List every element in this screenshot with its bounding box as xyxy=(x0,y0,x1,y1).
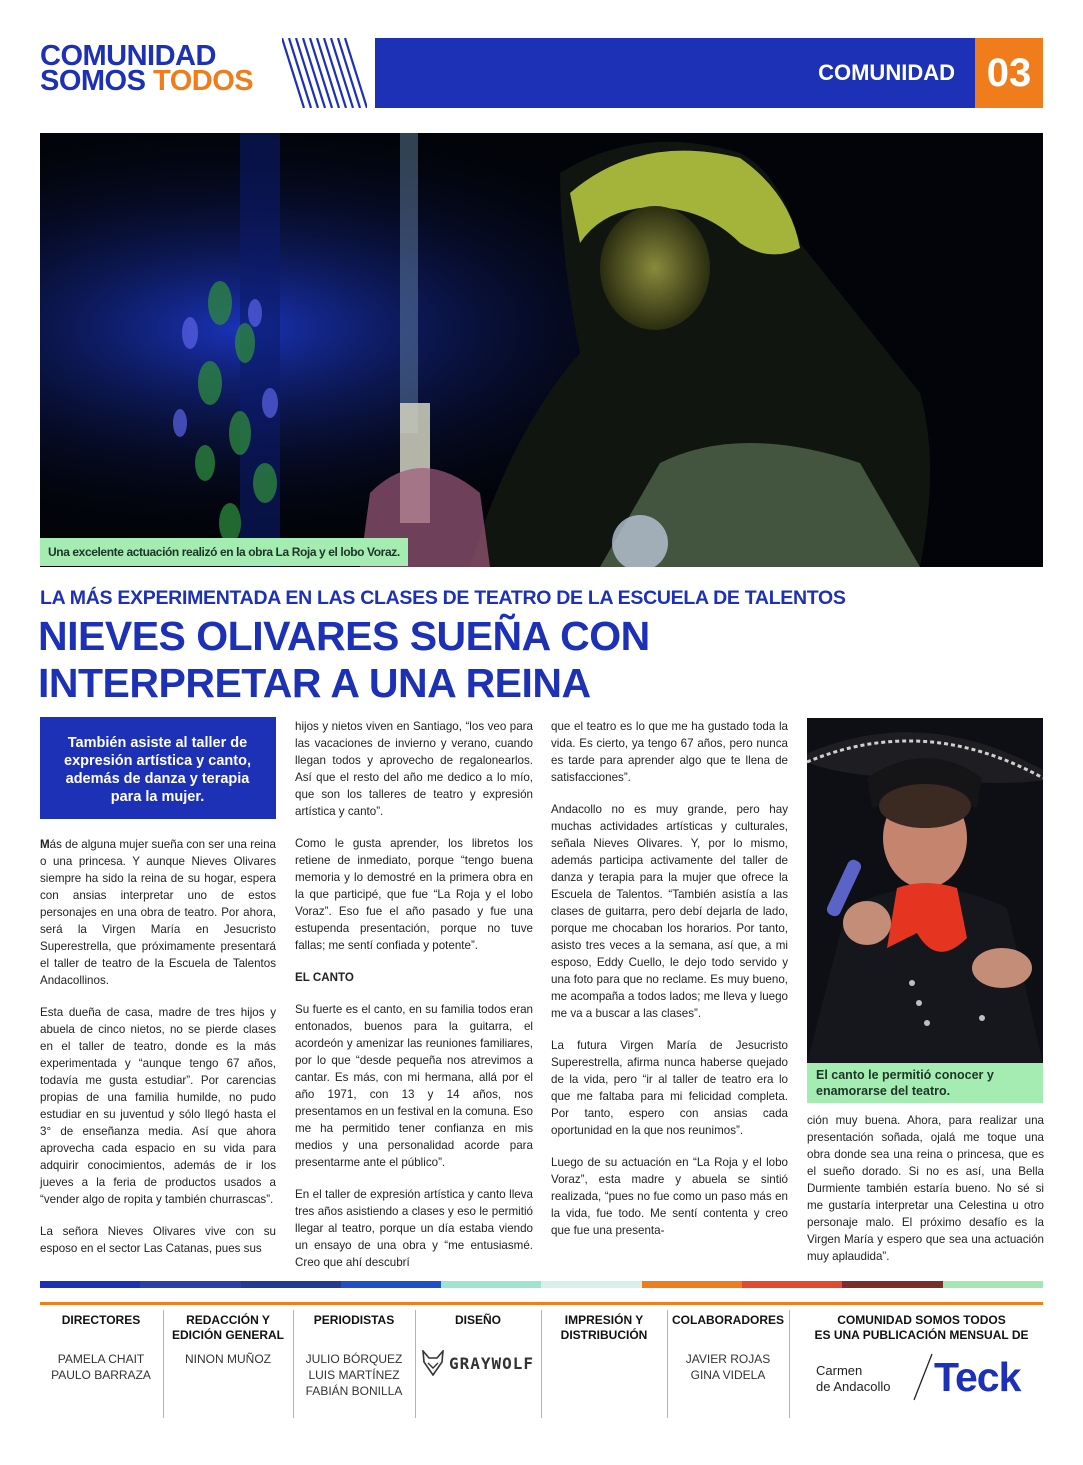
paragraph: Como le gusta aprender, los libretos los retiene de inmediato, porque “tengo buena memoria y lo demostré en la primera obra en la que participé, que fue “La Roja y el lobo Voraz”. Eso fue el año pasado y fue una estupenda presentación, porque no tuve fallas; me sentí confiada y potente”. xyxy=(295,837,533,952)
divider xyxy=(789,1310,790,1418)
credits-redaccion xyxy=(164,1313,292,1419)
brand-line-1: COMUNIDAD xyxy=(40,40,216,72)
graywolf-logo: GRAYWOLF xyxy=(416,1350,540,1376)
credit-name: JULIO BÓRQUEZ xyxy=(305,1352,403,1366)
section-label: COMUNIDAD xyxy=(818,60,955,85)
page-number: 03 xyxy=(975,38,1043,108)
credits-diseno xyxy=(416,1313,540,1419)
paragraph: La señora Nieves Olivares vive con su esposo en el sector Las Catanas, pues sus xyxy=(40,1225,276,1255)
article-headline xyxy=(38,613,650,707)
wolf-icon xyxy=(422,1350,444,1376)
hero-photo xyxy=(40,133,1043,567)
paragraph-text: ás de alguna mujer sueña con ser una reina o una princesa. Y aunque Nieves Olivares siempre ha sido la reina de su hogar, espera con ansias interpretar uno de estos personajes en una obra de teatro. Por ahora, será la Virgen María en Jesucristo Superestrella, que próximamente presentará el taller de teatro de la Escuela de Talentos Andacollinos. xyxy=(40,838,276,987)
article-column-2 xyxy=(295,718,533,1286)
credits-title: COLABORADORES xyxy=(671,1313,784,1327)
credits-title: COMUNIDAD SOMOS TODOS ES UNA PUBLICACIÓN MENSUAL DE xyxy=(814,1313,1029,1342)
credit-name: NINON MUÑOZ xyxy=(185,1352,271,1366)
color-bar-segment xyxy=(441,1281,541,1288)
article-column-3 xyxy=(551,718,788,1254)
credit-name: LUIS MARTÍNEZ xyxy=(308,1368,400,1382)
color-bar-segment xyxy=(541,1281,641,1288)
singer-photo xyxy=(807,718,1043,1063)
paragraph: que el teatro es lo que me ha gustado toda la vida. Es cierto, ya tengo 67 años, pero nunca es tarde para aprender algo que te llena de satisfacciones”. xyxy=(551,720,788,784)
lead-box: También asiste al taller de expresión artística y canto, además de danza y terapia para la mujer. xyxy=(40,717,276,819)
credits-colaboradores xyxy=(668,1313,788,1419)
credits-title: PERIODISTAS xyxy=(313,1313,395,1327)
credit-name: JAVIER ROJAS xyxy=(685,1352,771,1366)
credits-title: DIRECTORES xyxy=(61,1313,141,1327)
credits-title: DISEÑO xyxy=(454,1313,501,1327)
carmen-logo: Carmen de Andacollo xyxy=(816,1363,891,1394)
credit-name: PAMELA CHAIT xyxy=(57,1352,145,1366)
singer-photo-caption: El canto le permitió conocer y enamorarse del teatro. xyxy=(807,1063,1043,1103)
paragraph: En el taller de expresión artística y canto lleva tres años asistiendo a clases y eso le permitió llegar al teatro, porque un día estaba viendo un ensayo de una obra y “me entusiasmé. Creo que ahí descubrí xyxy=(295,1188,533,1269)
headline-line-1: NIEVES OLIVARES SUEÑA CON xyxy=(38,613,650,659)
credits-periodistas xyxy=(294,1313,414,1419)
publication-brand xyxy=(40,40,254,97)
credits-title: REDACCIÓN Y EDICIÓN GENERAL xyxy=(171,1313,284,1342)
color-bar-segment xyxy=(40,1281,140,1288)
paragraph: Luego de su actuación en “La Roja y el lobo Voraz”, esta madre y abuela se sintió realizada, “pues no fue como un paso más en la vida, fue todo. Me sentí contenta y creo que fue una presenta- xyxy=(551,1156,788,1237)
paragraph: La futura Virgen María de Jesucristo Superestrella, afirma nunca haberse quejado de la vida, pero “ir al taller de teatro era lo que me faltaba para mi felicidad completa. Por tanto, espero con ansias cada oportunidad en la que nos reunimos”. xyxy=(551,1039,788,1137)
paragraph xyxy=(40,836,276,989)
credit-name: FABIÁN BONILLA xyxy=(305,1384,403,1398)
hero-caption: Una excelente actuación realizó en la obra La Roja y el lobo Voraz. xyxy=(40,538,408,566)
diagonal-stripes-decoration xyxy=(282,38,367,108)
color-bar-segment xyxy=(742,1281,842,1288)
teck-logo: Teck xyxy=(934,1354,1021,1400)
credits-impresion xyxy=(542,1313,666,1419)
credits-publisher xyxy=(800,1313,1043,1419)
drop-initial: M xyxy=(40,838,50,851)
headline-line-2: INTERPRETAR A UNA REINA xyxy=(38,660,591,706)
color-bar-segment xyxy=(341,1281,441,1288)
credits-title: IMPRESIÓN Y DISTRIBUCIÓN xyxy=(560,1313,648,1342)
color-bar xyxy=(40,1281,1043,1288)
paragraph: Andacollo no es muy grande, pero hay muchas actividades artísticas y culturales, señala Nieves Olivares. Y, por lo mismo, además participa activamente del taller de danza y terapia para la mujer que ofrece la Escuela de Talentos. “También asistía a las clases de guitarra, pero debí dejarla de lado, porque me chocaban los horarios. Por tanto, asisto tres veces a la semana, así que, a mi esposo, Eddy Cuello, le dejo todo servido y una foto para que no reclame. Es muy bueno, me acompaña a todos lados; me lleva y luego me va a buscar a las clases”. xyxy=(551,803,788,1020)
color-bar-segment xyxy=(842,1281,942,1288)
brand-somos: SOMOS xyxy=(40,65,146,97)
paragraph: Su fuerte es el canto, en su familia todos eran entonados, buenos para la guitarra, el acordeón y amenizar las reuniones familiares, por lo que “desde pequeña nos atrevimos a cantar. Es más, con mi hermana, allá por el año 1971, con 13 y 14 años, nos presentamos en un festival en la comuna. Eso me ha permitido tener confianza en mis medios y una personalidad acorde para presentarme ante el público”. xyxy=(295,1003,533,1169)
logo-divider xyxy=(912,1353,934,1401)
credit-name: PAULO BARRAZA xyxy=(51,1368,151,1382)
credits-directores xyxy=(40,1313,162,1419)
brand-todos: TODOS xyxy=(153,65,254,97)
brand-line-2 xyxy=(40,65,254,97)
credit-name: GINA VIDELA xyxy=(690,1368,766,1382)
paragraph: ción muy buena. Ahora, para realizar una presentación soñada, ojalá me toque una obra donde sea una reina o princesa, que es el sueño dorado. Si no es así, una Bella Durmiente también estaría bueno. No sé si me gustaría interpretar una Celestina u otro personaje malo. El próximo desafío es la Virgen María y espero que sea una actuación muy aplaudida”. xyxy=(807,1114,1044,1263)
color-bar-segment xyxy=(241,1281,341,1288)
color-bar-segment xyxy=(140,1281,240,1288)
subheading: EL CANTO xyxy=(295,971,354,984)
paragraph: Esta dueña de casa, madre de tres hijos y abuela de cinco nietos, no se pierde clases en el taller de teatro, donde es la más experimentada y “aunque tengo 67 años, todavía me gusta estudiar”. Por carencias propias de una familia humilde, no pudo estudiar en su juventud y sólo llegó hasta el 3° de enseñanza media. Así que ahora aprovecha cada espacio en su vida para adquirir conocimientos, además de ir los jueves a la feria de productos usados a “vender algo de ropita y también churrascas”. xyxy=(40,1006,276,1206)
color-bar-segment xyxy=(642,1281,742,1288)
paragraph: hijos y nietos viven en Santiago, “los veo para las vacaciones de invierno y verano, cuando llegan todos y aprovecho de regalonearlos. Así que el resto del año me dedico a lo mío, que son los talleres de teatro y expresión artística y canto”. xyxy=(295,720,533,818)
footer-rule xyxy=(40,1302,1043,1305)
article-kicker: LA MÁS EXPERIMENTADA EN LAS CLASES DE TEATRO DE LA ESCUELA DE TALENTOS xyxy=(40,587,846,609)
color-bar-segment xyxy=(943,1281,1043,1288)
article-column-4 xyxy=(807,1112,1044,1280)
article-column-1 xyxy=(40,836,276,1272)
